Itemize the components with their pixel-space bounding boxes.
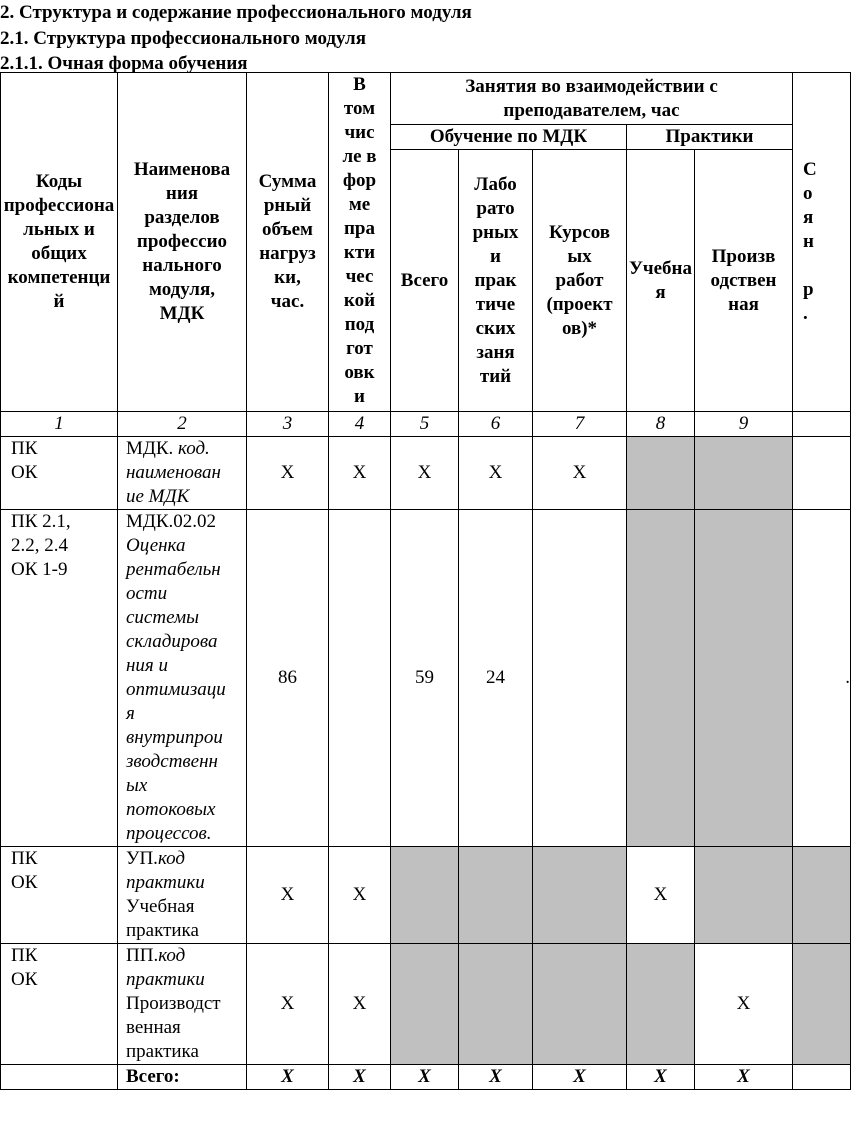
name-italic: код. наименован ие МДК — [126, 438, 221, 507]
cell-sum: Х — [247, 944, 329, 1065]
name-italic: код практики — [126, 945, 205, 990]
header-mdk-training: Обучение по МДК — [391, 125, 627, 150]
competency-codes: ПК ОК — [1, 847, 118, 944]
total-educational: Х — [627, 1065, 695, 1090]
header-course-works: Курсов ых работ (проект ов)* — [533, 150, 627, 412]
col-number — [793, 412, 851, 437]
cell-course — [533, 847, 627, 944]
column-numbers-row — [1, 412, 851, 437]
cell-cut — [793, 944, 851, 1065]
total-label: Всего: — [118, 1065, 247, 1090]
cell-total: Х — [391, 437, 459, 510]
header-educational-practice: Учебна я — [627, 150, 695, 412]
cell-educational — [627, 944, 695, 1065]
col-number: 9 — [695, 412, 793, 437]
cell-practice-form: Х — [329, 944, 391, 1065]
col-number: 6 — [459, 412, 533, 437]
cell-educational: Х — [627, 847, 695, 944]
cell-course: Х — [533, 437, 627, 510]
name-suffix: Производст венная практика — [126, 993, 221, 1062]
cell-course — [533, 510, 627, 847]
cell-production: Х — [695, 944, 793, 1065]
cell-production — [695, 847, 793, 944]
cell-cut: . — [793, 510, 851, 847]
table-row — [1, 437, 851, 510]
header-sum: Сумма рный объем нагруз ки, час. — [247, 73, 329, 412]
col-number: 8 — [627, 412, 695, 437]
cell-labs — [459, 944, 533, 1065]
total-course: Х — [533, 1065, 627, 1090]
header-production-practice: Произв одствен ная — [695, 150, 793, 412]
cell-labs — [459, 847, 533, 944]
cell-labs: 24 — [459, 510, 533, 847]
total-practice-form: Х — [329, 1065, 391, 1090]
cell-practice-form — [329, 510, 391, 847]
cell-educational — [627, 437, 695, 510]
name-prefix: ПП. — [126, 945, 159, 966]
section-name — [118, 437, 247, 510]
cell-cut — [793, 437, 851, 510]
name-suffix: Учебная практика — [126, 896, 199, 941]
col-number: 5 — [391, 412, 459, 437]
cell-production — [695, 437, 793, 510]
section-name — [118, 944, 247, 1065]
section-name — [118, 847, 247, 944]
competency-codes: ПК ОК — [1, 944, 118, 1065]
cell-course — [533, 944, 627, 1065]
cell-total — [391, 847, 459, 944]
header-interaction: Занятия во взаимодействии с преподавателем, час — [391, 73, 793, 125]
table-row — [1, 944, 851, 1065]
cell-educational — [627, 510, 695, 847]
cell-cut — [793, 847, 851, 944]
section-heading: 2. Структура и содержание профессионального модуля — [0, 2, 472, 23]
cell-practice-form: Х — [329, 847, 391, 944]
total-production: Х — [695, 1065, 793, 1090]
header-labs: Лабо рато рных и прак тиче ских заня тий — [459, 150, 533, 412]
total-sum: Х — [247, 1065, 329, 1090]
cell-sum: 86 — [247, 510, 329, 847]
cell-practice-form: Х — [329, 437, 391, 510]
total-cut — [793, 1065, 851, 1090]
table-row — [1, 510, 851, 847]
cell-total — [391, 944, 459, 1065]
header-total: Всего — [391, 150, 459, 412]
col-number: 1 — [1, 412, 118, 437]
table-row — [1, 847, 851, 944]
subsection-heading: 2.1. Структура профессионального модуля — [0, 28, 366, 49]
subsubsection-heading: 2.1.1. Очная форма обучения — [0, 53, 248, 74]
module-structure-table — [0, 72, 851, 1090]
total-row — [1, 1065, 851, 1090]
total-empty-cell — [1, 1065, 118, 1090]
section-name — [118, 510, 247, 847]
header-practice-form: В том чис ле в фор ме пра кти чес кой под гот овк и — [329, 73, 391, 412]
col-number: 3 — [247, 412, 329, 437]
name-italic: код практики — [126, 848, 205, 893]
competency-codes: ПК 2.1, 2.2, 2.4 ОК 1-9 — [1, 510, 118, 847]
total-total: Х — [391, 1065, 459, 1090]
name-prefix: МДК. — [126, 438, 179, 459]
cell-total: 59 — [391, 510, 459, 847]
header-names: Наименова ния разделов профессио нального модуля, МДК — [118, 73, 247, 412]
cell-production — [695, 510, 793, 847]
name-prefix: МДК.02.02 — [126, 511, 217, 532]
name-prefix: УП. — [126, 848, 158, 869]
header-cut-column: С о я н р . — [793, 73, 851, 412]
cell-sum: Х — [247, 847, 329, 944]
col-number: 7 — [533, 412, 627, 437]
header-practices: Практики — [627, 125, 793, 150]
name-italic: Оценка рентабельн ости системы складирова ния и оптимизаци я внутрипрои зводственн ых потоковых процессов. — [126, 535, 226, 844]
total-labs: Х — [459, 1065, 533, 1090]
cell-sum: Х — [247, 437, 329, 510]
col-number: 4 — [329, 412, 391, 437]
col-number: 2 — [118, 412, 247, 437]
header-codes: Коды профессиона льных и общих компетенци й — [1, 73, 118, 412]
cell-labs: Х — [459, 437, 533, 510]
competency-codes: ПК ОК — [1, 437, 118, 510]
